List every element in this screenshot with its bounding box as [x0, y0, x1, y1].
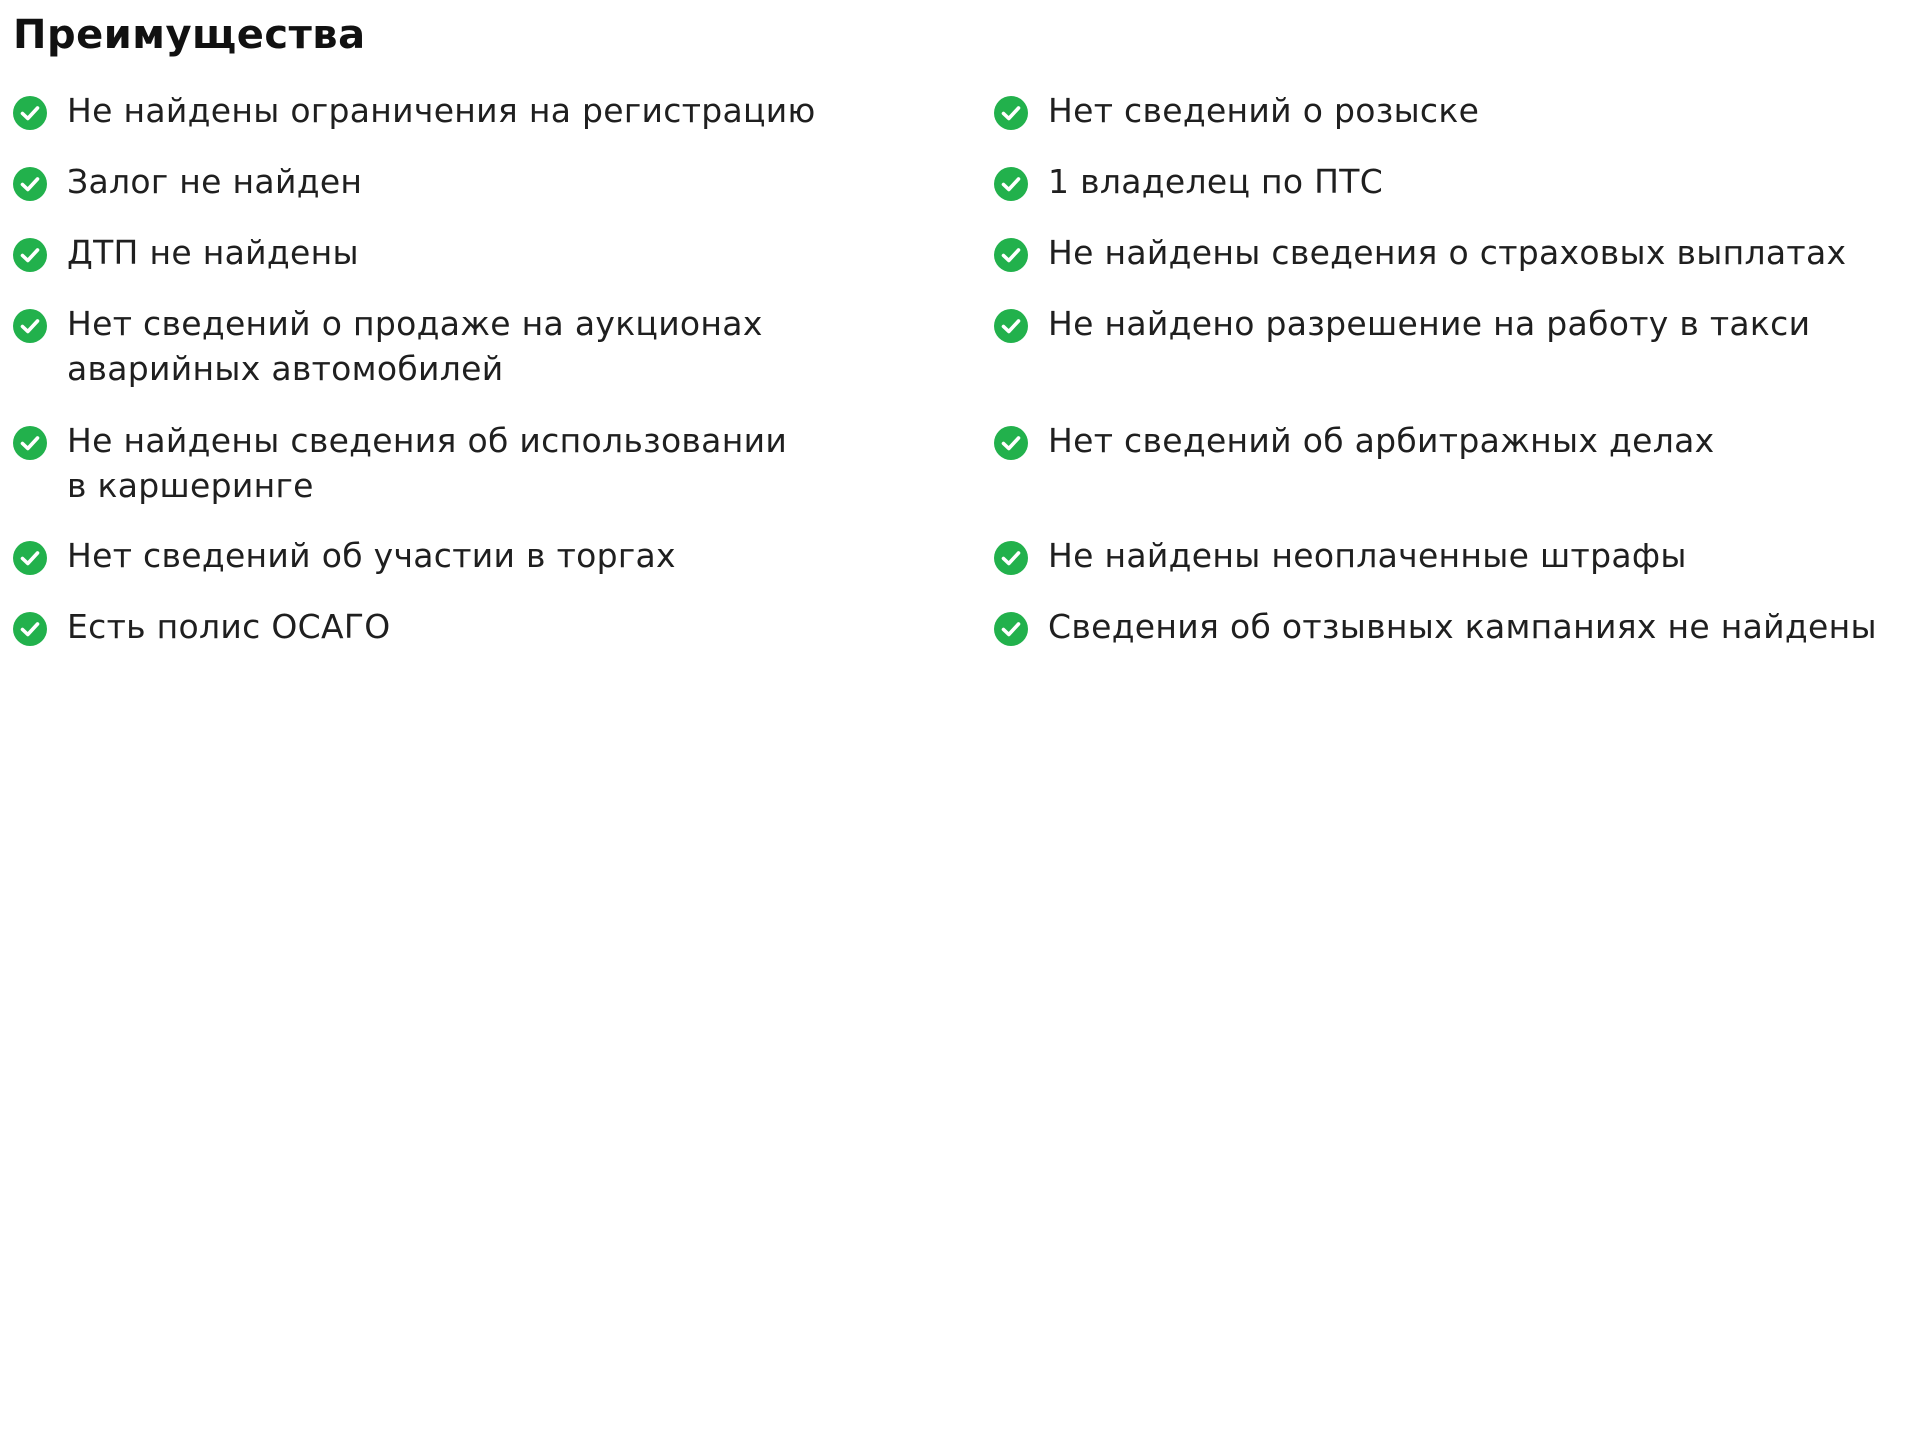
section-title: Преимущества — [13, 12, 366, 58]
list-item — [994, 88, 1908, 133]
list-item — [994, 230, 1908, 275]
list-item-label: Залог не найден — [67, 162, 363, 201]
list-item — [13, 88, 967, 133]
list-item — [994, 604, 1908, 649]
list-item — [13, 533, 967, 578]
list-item — [13, 230, 967, 275]
list-item-label: Есть полис ОСАГО — [67, 607, 391, 646]
list-item — [994, 418, 1908, 463]
check-circle-icon — [994, 309, 1028, 343]
list-item-label: Нет сведений об арбитражных делах — [1048, 421, 1715, 460]
list-item — [13, 418, 807, 508]
check-circle-icon — [13, 238, 47, 272]
check-circle-icon — [994, 167, 1028, 201]
advantages-section — [13, 8, 1903, 646]
check-circle-icon — [994, 426, 1028, 460]
check-circle-icon — [994, 541, 1028, 575]
list-item-label: Не найдены неоплаченные штрафы — [1048, 536, 1687, 575]
check-circle-icon — [13, 96, 47, 130]
list-item — [994, 533, 1908, 578]
list-item — [13, 604, 967, 649]
check-circle-icon — [994, 96, 1028, 130]
list-item-label: Нет сведений об участии в торгах — [67, 536, 676, 575]
list-item — [13, 301, 967, 391]
list-item — [994, 301, 1908, 346]
list-item-label: Нет сведений о розыске — [1048, 91, 1480, 130]
list-item-label: 1 владелец по ПТС — [1048, 162, 1384, 201]
list-item-label: Сведения об отзывных кампаниях не найдены — [1048, 607, 1877, 646]
list-item-label: Нет сведений о продаже на аукционах аварийных автомобилей — [67, 304, 763, 388]
list-item-label: Не найдено разрешение на работу в такси — [1048, 304, 1811, 343]
list-item-label: Не найдены сведения об использовании в каршеринге — [67, 421, 788, 505]
check-circle-icon — [13, 612, 47, 646]
list-item-label: Не найдены ограничения на регистрацию — [67, 91, 816, 130]
check-circle-icon — [13, 541, 47, 575]
check-circle-icon — [13, 426, 47, 460]
list-item-label: Не найдены сведения о страховых выплатах — [1048, 233, 1847, 272]
list-item — [994, 159, 1908, 204]
check-circle-icon — [13, 309, 47, 343]
check-circle-icon — [13, 167, 47, 201]
check-circle-icon — [994, 238, 1028, 272]
check-circle-icon — [994, 612, 1028, 646]
list-item — [13, 159, 967, 204]
list-item-label: ДТП не найдены — [67, 233, 359, 272]
